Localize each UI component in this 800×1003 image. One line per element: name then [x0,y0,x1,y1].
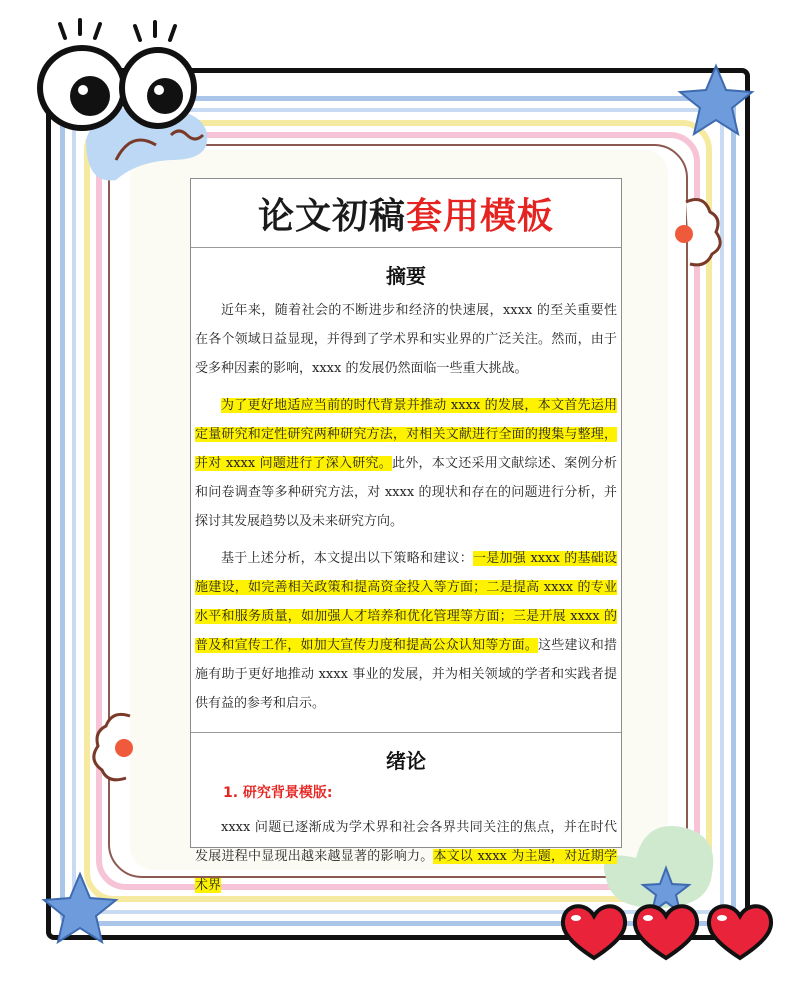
highlighted-text: 一是加强 xxxx 的基础设施建设，如完善相关政策和提高资金投入等方面；二是提高 xxxx 的专业水平和服务质量，如加强人才培养和优化管理等方面；三是开展 xxxx 的普及和宣传工作，如加大宣传力度和提高公众认知等方面。 [195,551,617,653]
abstract-paragraph-3 [191,544,621,718]
title-part-black: 论文初稿 [257,195,406,237]
hearts-decoration [556,898,792,964]
heart-icon [563,906,625,958]
abstract-paragraph-1: 近年来，随着社会的不断进步和经济的快速展，xxxx 的至关重要性在各个领域日益显现，并得到了学术界和实业界的广泛关注。然而，由于受多种因素的影响，xxxx 的发展仍然面临一些重大挑战。 [195,303,617,376]
intro-paragraph-1 [191,813,621,900]
intro-subheading: 1. 研究背景模版: [223,785,333,801]
flower-icon [676,196,720,270]
document-page [190,178,622,893]
abstract-heading: 摘要 [386,264,426,288]
abstract-paragraph-2 [191,391,621,536]
paragraph-text: xxxx 问题已逐渐成为学术界和社会各界共同关注的焦点，并在时代发展进程中显现出越来越显著的影响力。 [195,820,617,864]
star-icon [40,870,120,950]
paragraph-text: 基于上述分析，本文提出以下策略和建议： [221,551,474,566]
highlighted-text: 为了更好地适应当前的时代背景并推动 xxxx 的发展，本文首先运用定量研究和定性研究两种研究方法，对相关文献进行全面的搜集与整理，并对 xxxx 问题进行了深入研究。 [195,398,617,471]
star-icon [676,62,756,142]
highlighted-text: 本文以 xxxx 为主题，对近期学术界 [195,849,617,893]
heart-icon [709,906,771,958]
page-title [191,179,621,248]
title-part-red: 套用模板 [406,195,555,237]
heart-icon [635,906,697,958]
cartoon-eyes-icon [20,18,200,130]
flower-icon [90,710,140,784]
intro-heading: 绪论 [386,749,426,773]
paragraph-text: 这些建议和措施有助于更好地推动 xxxx 事业的发展，并为相关领域的学者和实践者提供有益的参考和启示。 [195,638,617,711]
paragraph-text: 此外，本文还采用文献综述、案例分析和问卷调查等多种研究方法，对 xxxx 的现状和存在的问题进行分析，并探讨其发展趋势以及未来研究方向。 [195,456,617,529]
